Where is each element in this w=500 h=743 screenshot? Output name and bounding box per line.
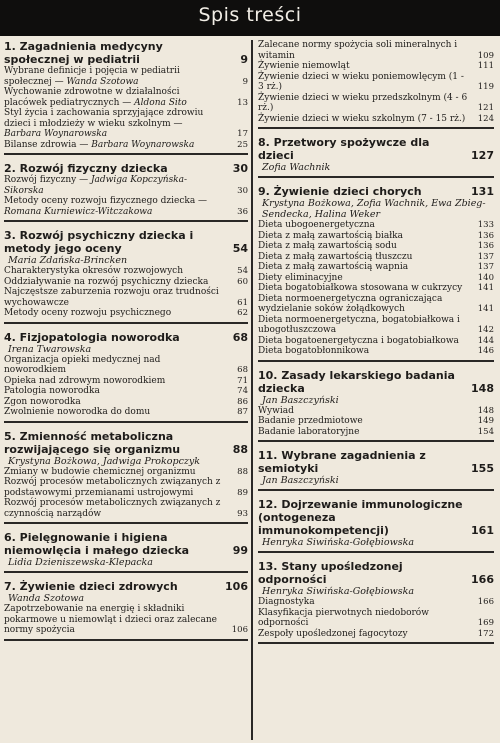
toc-entry [4, 287, 248, 308]
toc-entry [4, 308, 248, 319]
entry-title: Wybrane definicje i pojęcia w pediatrii społecznej — [4, 66, 180, 87]
entry-page-number: 166 [477, 597, 494, 607]
chapter-heading [4, 229, 248, 255]
entry-text [258, 220, 468, 231]
entry-text [4, 386, 222, 397]
entry-title: Dieta normoenergetyczna, bogatobiałkowa i ubogotłuszczowa [258, 314, 460, 335]
entry-text [258, 336, 468, 347]
entry-title: Zespoły upośledzonej fagocytozy [258, 628, 408, 639]
chapter-author: Krystyna Bożkowa, Zofia Wachnik, Ewa Zbieg-Sendecka, Halina Weker [262, 198, 486, 220]
chapter-heading [4, 531, 248, 557]
entry-title: Zapotrzebowanie na energię i składniki pokarmowe u niemowląt i dzieci oraz zalecane normy spożycia [4, 604, 217, 635]
entry-text [4, 407, 222, 418]
entry-author: Barbara Woynarowska [4, 129, 108, 139]
chapter-title: 5. Zmienność metaboliczna rozwijającego się organizmu [4, 429, 181, 456]
toc-entry [4, 108, 248, 140]
section-rule [4, 639, 248, 641]
entry-author: Barbara Woynarowska [91, 139, 195, 150]
toc-entry [258, 629, 494, 640]
chapter-page-number: 68 [232, 330, 248, 344]
entry-page-number: 142 [477, 325, 494, 335]
toc-entry [4, 196, 248, 217]
entry-page-number: 154 [477, 426, 494, 437]
chapter-heading [258, 560, 494, 586]
entry-text [258, 273, 468, 284]
entry-text [258, 346, 468, 357]
chapter-page-number: 88 [232, 442, 248, 456]
entry-text [258, 427, 468, 438]
section-rule [4, 153, 248, 155]
entry-title: Zwolnienie noworodka do domu [4, 407, 151, 417]
entry-title: Charakterystyka okresów rozwojowych [4, 266, 184, 276]
entry-title: Zgon noworodka [4, 396, 81, 407]
toc-entry [258, 283, 494, 294]
section-rule [258, 127, 494, 129]
chapter-page-number: 9 [240, 53, 248, 66]
chapter-page-number: 127 [471, 149, 494, 162]
entry-text [4, 604, 222, 636]
toc-entry [258, 608, 494, 629]
toc-chapter [4, 162, 248, 222]
chapter-title: 11. Wybrane zagadnienia z semiotyki [258, 449, 426, 475]
entry-title: Organizacja opieki medycznej nad noworodkiem [4, 354, 161, 375]
entry-text [258, 283, 468, 294]
entry-page-number: 68 [237, 365, 248, 375]
section-rule [258, 176, 494, 178]
entry-page-number: 149 [477, 416, 494, 426]
section-rule [4, 522, 248, 524]
toc-chapter [258, 449, 494, 491]
chapter-author: Irena Twarowska [8, 343, 92, 355]
chapter-author: Henryka Siwińska-Gołębiowska [262, 537, 414, 548]
section-rule [258, 440, 494, 442]
toc-entry [4, 355, 248, 376]
entry-page-number: 17 [237, 129, 248, 139]
entry-page-number: 89 [237, 487, 248, 498]
entry-title: Najczęstsze zaburzenia rozwoju oraz trudności wychowawcze [4, 287, 219, 308]
entry-title: Zmiany w budowie chemicznej organizmu [4, 466, 196, 477]
entry-text [258, 93, 468, 114]
entry-title: Rozwój procesów metabolicznych związanych z podstawowymi przemianami ustrojowymi [4, 477, 221, 498]
entry-page-number: 148 [477, 405, 494, 416]
entry-text [258, 629, 468, 640]
toc-entry [4, 467, 248, 478]
toc-entry [4, 277, 248, 288]
chapter-heading [258, 185, 494, 198]
entry-text [258, 114, 468, 125]
entry-title: Żywienie niemowląt [258, 61, 350, 71]
toc-entry [258, 294, 494, 315]
entry-text [258, 72, 468, 93]
toc-chapter [258, 40, 494, 129]
entry-text [4, 397, 222, 408]
section-rule [258, 489, 494, 491]
entry-text [258, 252, 468, 263]
entry-text [4, 308, 222, 319]
chapter-title: 4. Fizjopatologia noworodka [4, 330, 180, 344]
chapter-author: Jan Baszczyński [262, 475, 339, 486]
chapter-page-number: 148 [471, 381, 494, 395]
entry-text [4, 140, 222, 151]
toc-right-column [258, 40, 494, 651]
chapter-heading [4, 331, 248, 344]
entry-title: Metody oceny rozwoju psychicznego [4, 308, 172, 318]
entry-title: Dieta z małą zawartością białka [258, 230, 403, 241]
chapter-heading [258, 498, 494, 537]
toc-entry [4, 87, 248, 108]
chapter-heading [258, 449, 494, 475]
entry-title: Wychowanie zdrowotne w działalności placówek pediatrycznych — [4, 87, 180, 108]
entry-text [4, 477, 222, 498]
section-rule [258, 551, 494, 553]
toc-chapter [258, 185, 494, 362]
entry-text [258, 241, 468, 252]
entry-author: Jadwiga Kopczyńska-Sikorska [4, 175, 188, 196]
chapter-title: 3. Rozwój psychiczny dziecka i metody jego oceny [4, 229, 194, 255]
entry-text [258, 294, 468, 315]
entry-page-number: 109 [477, 50, 494, 61]
chapter-page-number: 30 [232, 162, 248, 175]
entry-title: Żywienie dzieci w wieku poniemowlęcym (1 - 3 rż.) [258, 71, 464, 92]
chapter-heading [4, 40, 248, 66]
entry-text [258, 231, 468, 242]
entry-page-number: 136 [477, 230, 494, 241]
entry-title: Diagnostyka [258, 597, 315, 607]
toc-entry [258, 262, 494, 273]
entry-page-number: 124 [477, 113, 494, 124]
entry-text [4, 498, 222, 519]
toc-entry [258, 114, 494, 125]
entry-title: Dieta ubogoenergetyczna [258, 220, 375, 230]
toc-entry [258, 416, 494, 427]
toc-entry [258, 40, 494, 61]
toc-entry [4, 386, 248, 397]
toc-entry [4, 175, 248, 196]
entry-title: Badanie przedmiotowe [258, 416, 363, 426]
toc-entry [258, 336, 494, 347]
section-rule [4, 571, 248, 573]
entry-text [258, 608, 468, 629]
section-rule [258, 642, 494, 644]
entry-page-number: 106 [231, 625, 248, 635]
entry-page-number: 71 [237, 375, 248, 386]
entry-page-number: 74 [237, 386, 248, 396]
toc-entry [258, 273, 494, 284]
entry-text [258, 416, 468, 427]
chapter-page-number: 161 [471, 524, 494, 537]
entry-page-number: 169 [477, 618, 494, 628]
entry-text [258, 315, 468, 336]
entry-text [4, 467, 222, 478]
chapter-title: 10. Zasady lekarskiego badania dziecka [258, 368, 455, 395]
chapter-title: 6. Pielęgnowanie i higiena niemowlęcia i małego dziecka [4, 531, 190, 557]
entry-page-number: 36 [237, 206, 248, 217]
entry-title: Diety eliminacyjne [258, 272, 343, 283]
toc-entry [258, 93, 494, 114]
entry-title: Żywienie dzieci w wieku przedszkolnym (4 - 6 rż.) [258, 92, 468, 113]
section-rule [4, 322, 248, 324]
entry-title: Wywiad [258, 405, 294, 416]
entry-author: Aldona Sito [134, 97, 187, 108]
entry-page-number: 111 [477, 61, 494, 71]
toc-chapter [4, 531, 248, 573]
chapter-title: 1. Zagadnienia medycyny społecznej w pediatrii [4, 40, 163, 66]
toc-chapter [258, 369, 494, 443]
toc-entry [4, 140, 248, 151]
entry-page-number: 172 [477, 628, 494, 639]
toc-chapter [4, 580, 248, 641]
entry-text [258, 61, 468, 72]
chapter-page-number: 99 [232, 544, 248, 557]
entry-title: Metody oceny rozwoju fizycznego dziecka — [4, 196, 208, 206]
entry-page-number: 61 [237, 297, 248, 308]
toc-entry [4, 266, 248, 277]
entry-author: Romana Kurniewicz-Witczakowa [4, 206, 153, 217]
chapter-author: Jan Baszczyński [262, 394, 339, 406]
chapter-page-number: 166 [471, 573, 494, 586]
toc-chapter [258, 560, 494, 644]
chapter-title: 12. Dojrzewanie immunologiczne (ontogeneza immunokompetencji) [258, 498, 463, 537]
chapter-heading [4, 580, 248, 593]
section-rule [4, 421, 248, 423]
toc-entry [4, 407, 248, 418]
section-rule [258, 360, 494, 362]
toc-entry [4, 376, 248, 387]
toc-chapter [258, 136, 494, 178]
chapter-page-number: 155 [471, 462, 494, 475]
chapter-page-number: 131 [471, 185, 494, 198]
entry-title: Dieta z małą zawartością tłuszczu [258, 251, 413, 262]
chapter-title: 7. Żywienie dzieci zdrowych [4, 580, 178, 593]
entry-text [4, 277, 222, 288]
toc-entry [258, 61, 494, 72]
entry-text [4, 266, 222, 277]
entry-text [4, 287, 222, 308]
entry-title: Rozwój procesów metabolicznych związanych z czynnością narządów [4, 498, 221, 519]
entry-page-number: 140 [477, 272, 494, 283]
toc-entry [258, 72, 494, 93]
entry-page-number: 60 [237, 276, 248, 287]
chapter-author: Krystyna Bożkowa, Jadwiga Prokopczyk [8, 455, 201, 467]
entry-page-number: 93 [237, 508, 248, 519]
chapter-author: Maria Zdańska-Brincken [8, 255, 128, 266]
entry-author: Wanda Szotowa [66, 76, 139, 87]
column-divider [251, 40, 253, 740]
toc-entry [4, 66, 248, 87]
chapter-title: 2. Rozwój fizyczny dziecka [4, 162, 168, 175]
entry-title: Klasyfikacja pierwotnych niedoborów odporności [258, 607, 429, 628]
toc-entry [258, 315, 494, 336]
toc-left-column [4, 40, 248, 648]
entry-text [4, 66, 222, 87]
entry-page-number: 137 [477, 262, 494, 272]
entry-text [258, 40, 468, 61]
entry-title: Bilanse zdrowia — [4, 139, 92, 150]
entry-page-number: 54 [237, 266, 248, 276]
toc-entry [258, 241, 494, 252]
entry-title: Zalecane normy spożycia soli mineralnych i witamin [258, 40, 458, 61]
entry-page-number: 86 [237, 396, 248, 407]
entry-text [4, 196, 222, 217]
chapter-author: Lidia Dzieniszewska-Klepacka [8, 557, 153, 568]
chapter-page-number: 106 [225, 580, 248, 593]
entry-title: Dieta bogatobłonnikowa [258, 346, 370, 356]
entry-page-number: 141 [477, 283, 494, 293]
entry-text [4, 108, 222, 140]
entry-title: Dieta normoenergetyczna ograniczająca wydzielanie soków żołądkowych [258, 293, 443, 314]
chapter-author: Wanda Szotowa [8, 593, 85, 604]
entry-title: Patologia noworodka [4, 386, 100, 396]
chapter-page-number: 54 [232, 242, 248, 255]
toc-entry [258, 231, 494, 242]
entry-title: Opieka nad zdrowym noworodkiem [4, 375, 166, 386]
entry-text [258, 406, 468, 417]
page-title: Spis treści [198, 4, 302, 26]
chapter-title: 9. Żywienie dzieci chorych [258, 185, 422, 198]
chapter-title: 8. Przetwory spożywcze dla dzieci [258, 136, 430, 162]
entry-page-number: 13 [237, 97, 248, 108]
section-rule [4, 220, 248, 222]
entry-page-number: 144 [477, 335, 494, 346]
toc-entry [258, 220, 494, 231]
entry-text [4, 175, 222, 196]
entry-text [4, 87, 222, 108]
toc-chapter [4, 229, 248, 324]
entry-text [4, 355, 222, 376]
entry-text [258, 597, 468, 608]
toc-entry [4, 397, 248, 408]
entry-page-number: 137 [477, 251, 494, 262]
entry-title: Dieta z małą zawartością sodu [258, 241, 397, 251]
entry-page-number: 62 [237, 308, 248, 318]
toc-entry [4, 498, 248, 519]
toc-chapter [258, 498, 494, 553]
toc-entry [258, 406, 494, 417]
chapter-heading [4, 162, 248, 175]
entry-page-number: 9 [242, 76, 248, 87]
entry-page-number: 30 [237, 185, 248, 196]
entry-page-number: 87 [237, 407, 248, 417]
toc-chapter [4, 430, 248, 525]
toc-chapter [4, 40, 248, 155]
toc-entry [4, 477, 248, 498]
entry-page-number: 133 [477, 220, 494, 230]
toc-chapter [4, 331, 248, 423]
entry-title: Dieta bogatobiałkowa stosowana w cukrzycy [258, 283, 463, 293]
chapter-author: Henryka Siwińska-Gołębiowska [262, 586, 414, 597]
entry-title: Oddziaływanie na rozwój psychiczny dziecka [4, 276, 209, 287]
toc-entry [258, 597, 494, 608]
chapter-title: 13. Stany upośledzonej odporności [258, 560, 403, 586]
entry-text [4, 376, 222, 387]
toc-entry [4, 604, 248, 636]
chapter-author: Zofia Wachnik [262, 162, 331, 173]
entry-page-number: 25 [237, 139, 248, 150]
entry-title: Żywienie dzieci w wieku szkolnym (7 - 15 rż.) [258, 113, 466, 124]
chapter-heading [258, 369, 494, 395]
entry-page-number: 121 [477, 103, 494, 113]
entry-text [258, 262, 468, 273]
toc-entry [258, 252, 494, 263]
entry-title: Rozwój fizyczny — [4, 175, 91, 185]
entry-page-number: 141 [477, 304, 494, 314]
toc-entry [258, 346, 494, 357]
entry-page-number: 136 [477, 241, 494, 251]
entry-title: Dieta z małą zawartością wapnia [258, 262, 409, 272]
toc-entry [258, 427, 494, 438]
entry-page-number: 146 [477, 346, 494, 356]
chapter-heading [4, 430, 248, 456]
entry-title: Dieta bogatoenergetyczna i bogatobiałkowa [258, 335, 459, 346]
chapter-heading [258, 136, 494, 162]
entry-page-number: 119 [477, 82, 494, 92]
entry-title: Styl życia i zachowania sprzyjające zdrowiu dzieci i młodzieży w wieku szkolnym — [4, 108, 204, 129]
entry-title: Badanie laboratoryjne [258, 426, 360, 437]
entry-page-number: 88 [237, 466, 248, 477]
